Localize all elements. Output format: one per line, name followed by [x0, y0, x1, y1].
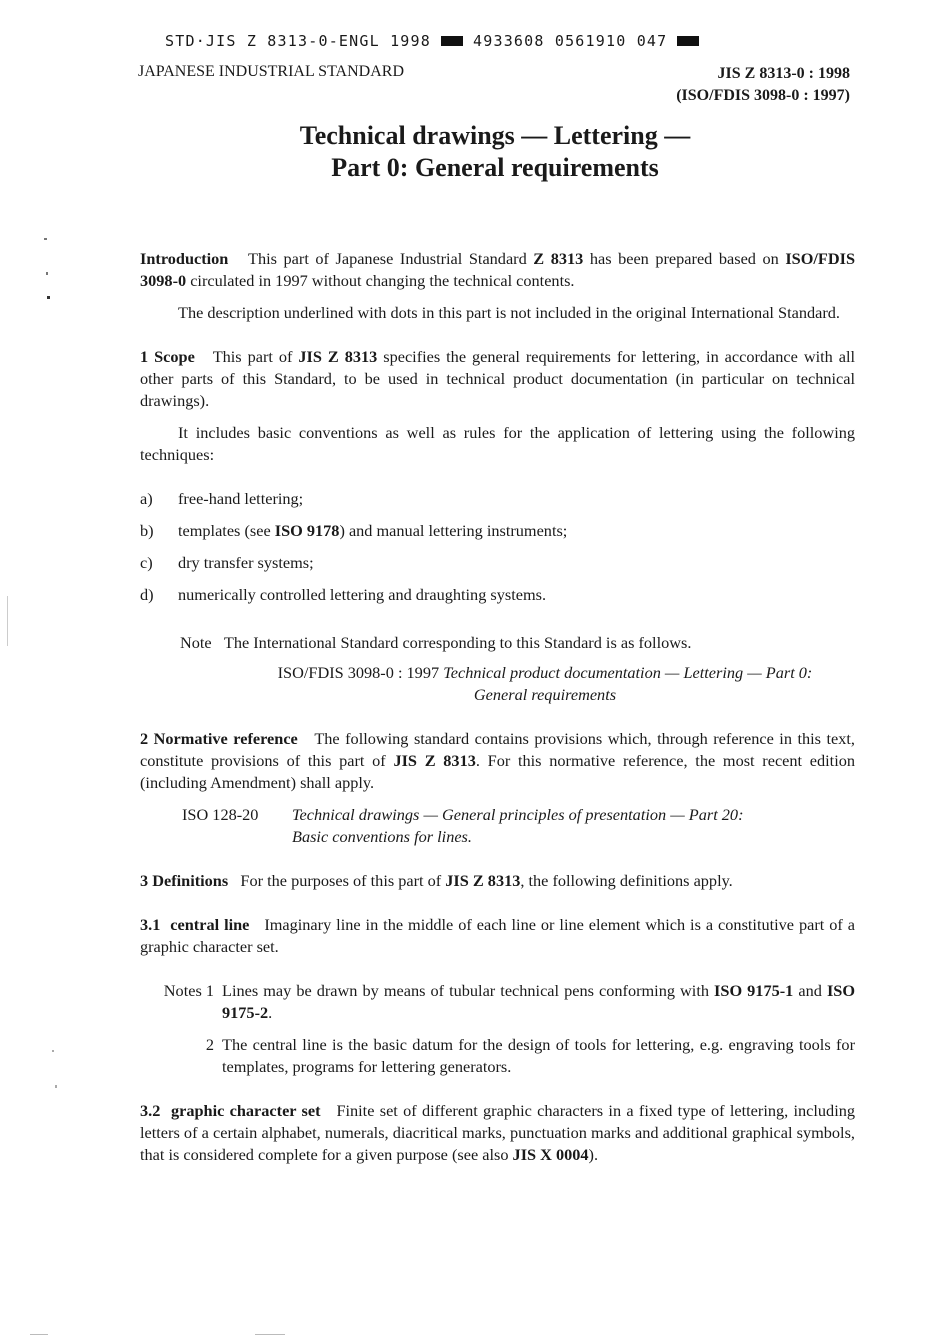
definition-3-1: 3.1 central line Imaginary line in the middle of each line or line element which is a constitutive part of a graphic character set. — [140, 915, 856, 956]
note-1: Notes 1 Lines may be drawn by means of tubular technical pens conforming with ISO 9175-1 and ISO 9175-2. — [163, 981, 855, 1022]
iso-number: (ISO/FDIS 3098-0 : 1997) — [676, 87, 850, 104]
scope-paragraph: 1 Scope This part of JIS Z 8313 specifies the general requirements for lettering, in accordance with all other parts of this Standard, to be used in technical product documentation (in particular on technical drawings). — [140, 347, 856, 410]
standard-number — [676, 63, 850, 107]
definitions-heading: 3 Definitions — [140, 871, 229, 890]
normative-paragraph: 2 Normative reference The following standard contains provisions which, through reference in this text, constitute provisions of this part of JIS Z 8313. For this normative reference, the most recent edition (including Amendment) shall apply. — [140, 729, 855, 792]
intro-paragraph-2: The description underlined with dots in this part is not included in the original International Standard. — [178, 303, 840, 322]
note-reference: ISO/FDIS 3098-0 : 1997 Technical product documentation — Lettering — Part 0: General requirements — [277, 663, 813, 704]
scan-rule — [255, 1334, 285, 1335]
stamp-right-text: 4933608 0561910 047 — [473, 32, 668, 50]
scan-speck — [47, 296, 50, 299]
scan-speck — [7, 596, 8, 646]
scope-paragraph-2: It includes basic conventions as well as rules for the application of lettering using the following techniques: — [140, 423, 855, 464]
catalog-stamp — [165, 32, 709, 50]
scan-speck — [52, 1050, 54, 1052]
stamp-block-mark — [441, 36, 463, 46]
definition-notes — [140, 980, 855, 1078]
title-line-1: Technical drawings — Lettering — — [299, 121, 691, 150]
list-item: c) dry transfer systems; — [140, 553, 314, 572]
scan-speck — [55, 1085, 57, 1088]
intro-heading: Introduction — [140, 249, 229, 268]
intro-paragraph: Introduction This part of Japanese Industrial Standard Z 8313 has been prepared based on ISO/FDIS 3098-0 circulated in 1997 without changing the technical contents. — [140, 249, 856, 290]
definition-3-2: 3.2 graphic character set Finite set of different graphic characters in a fixed type of lettering, including letters of a certain alphabet, numerals, diacritical marks, punctuation marks and additional graphical symbols, that is considered complete for a given purpose (see also JIS X 0004). — [140, 1101, 855, 1164]
title-line-2: Part 0: General requirements — [331, 153, 659, 182]
normative-heading: 2 Normative reference — [140, 729, 298, 748]
scope-note: Note The International Standard corresponding to this Standard is as follows. — [180, 633, 692, 652]
stamp-left-text: STD·JIS Z 8313-0-ENGL 1998 — [165, 32, 431, 50]
stamp-block-mark — [677, 36, 699, 46]
note-2: 2 The central line is the basic datum for the design of tools for lettering, e.g. engraving tools for templates, programs for lettering generators. — [205, 1035, 855, 1076]
list-item: d) numerically controlled lettering and draughting systems. — [140, 585, 547, 604]
definitions-paragraph: 3 Definitions For the purposes of this part of JIS Z 8313, the following definitions apply. — [140, 871, 733, 890]
scan-speck — [46, 272, 48, 275]
normative-reference-entry: ISO 128-20 Technical drawings — General principles of presentation — Part 20: Basic conventions for lines. — [182, 805, 744, 846]
list-item: b) templates (see ISO 9178) and manual lettering instruments; — [140, 521, 568, 540]
list-item: a) free-hand lettering; — [140, 489, 304, 508]
note-label: Note — [180, 633, 212, 652]
scan-speck — [44, 238, 47, 240]
jis-number: JIS Z 8313-0 : 1998 — [717, 65, 850, 82]
technique-list — [140, 488, 855, 606]
scope-heading: 1 Scope — [140, 347, 195, 366]
document-body — [140, 248, 855, 1166]
document-title — [0, 120, 950, 184]
scan-rule — [30, 1334, 48, 1335]
standard-label: JAPANESE INDUSTRIAL STANDARD — [138, 63, 404, 80]
